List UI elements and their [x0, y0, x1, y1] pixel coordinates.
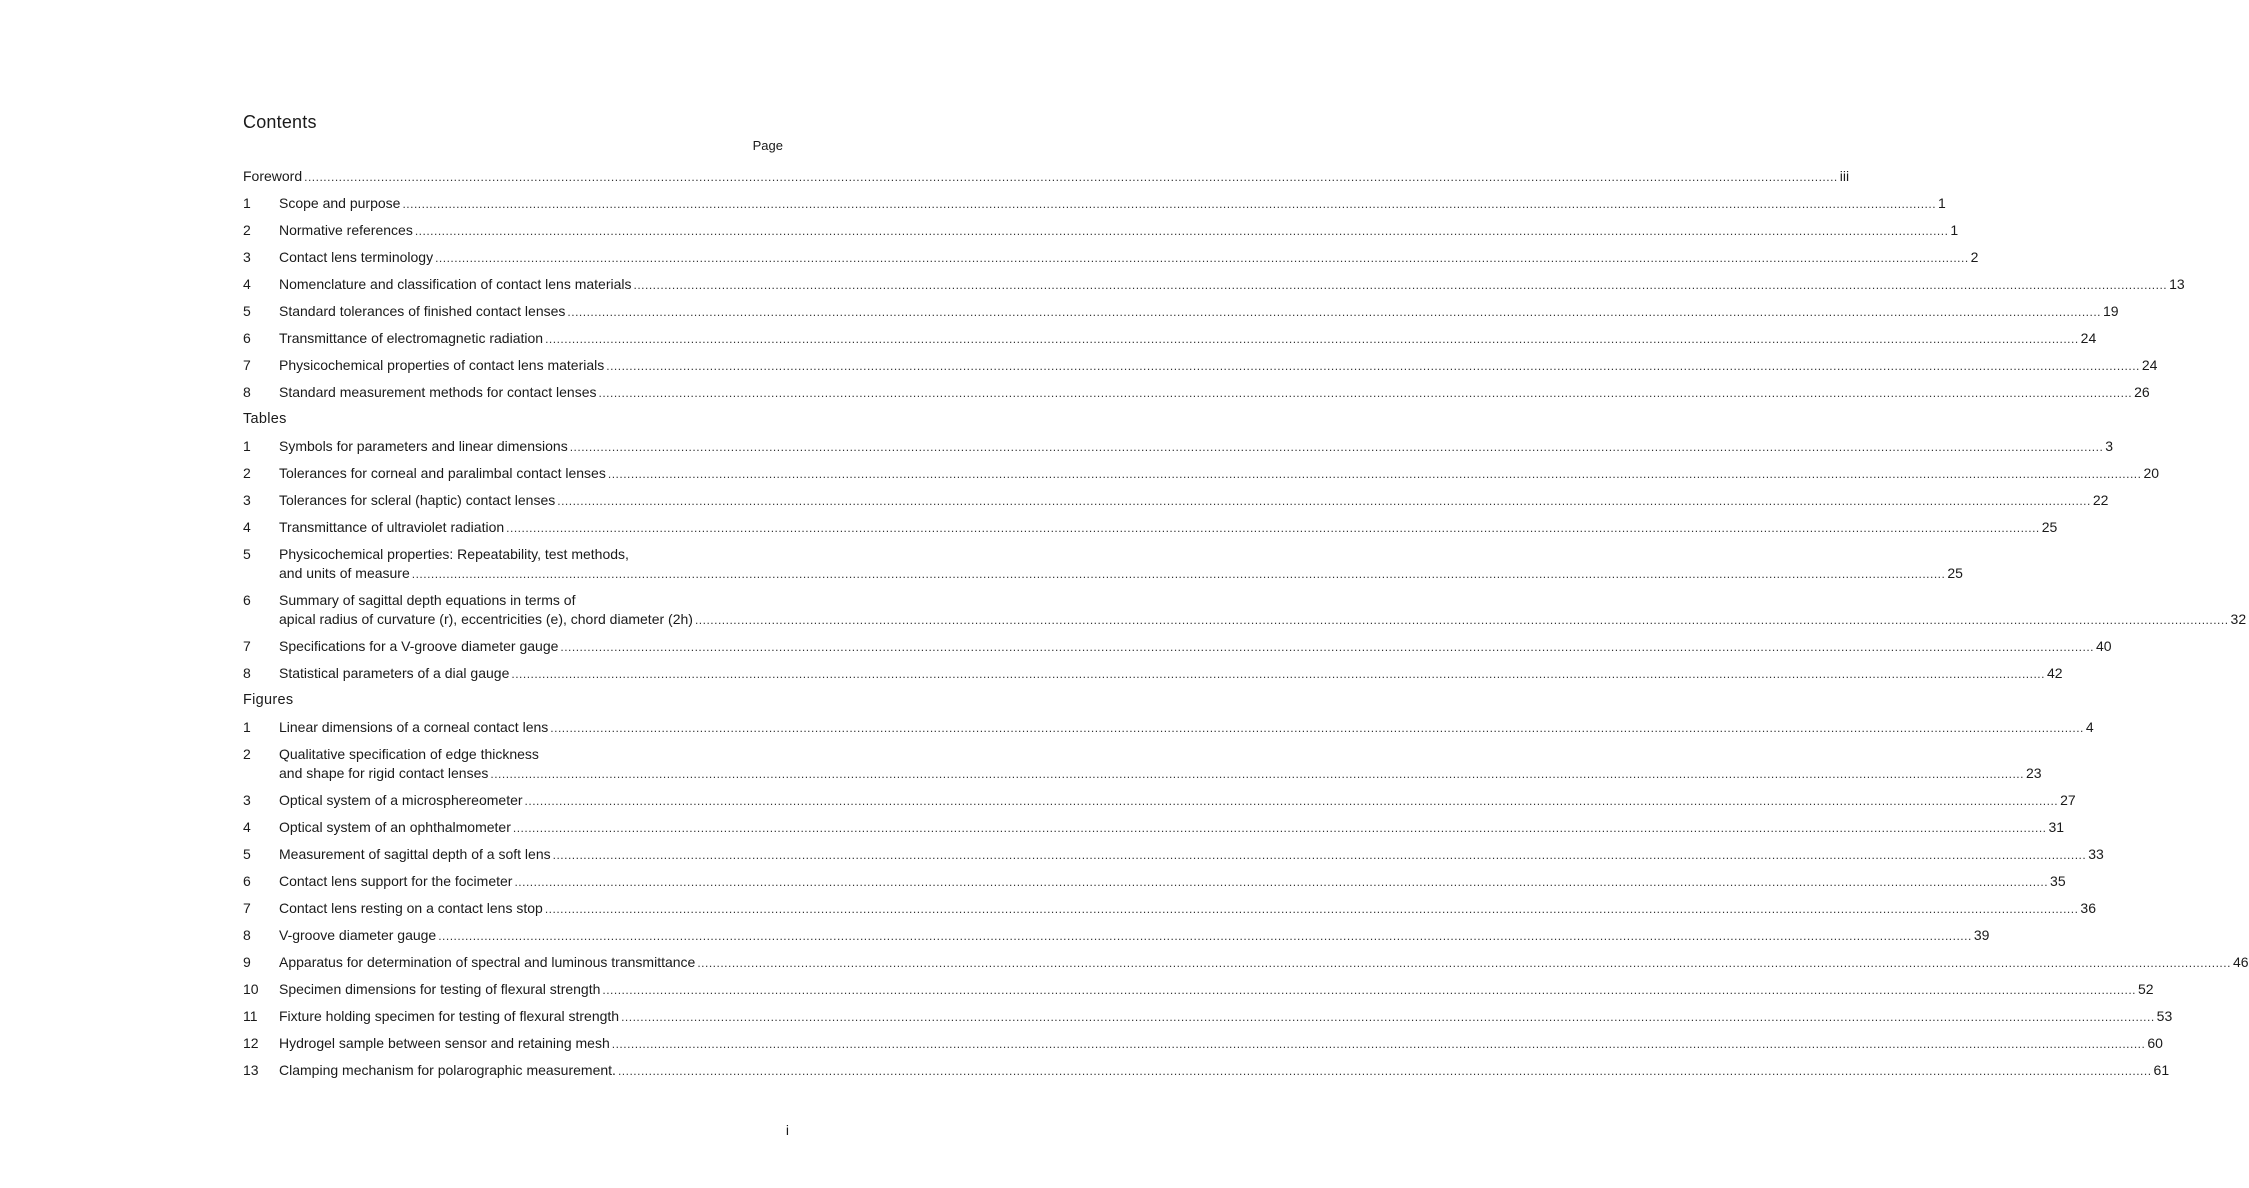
toc-leader-line	[279, 356, 2158, 376]
toc-page-number: 2	[1970, 249, 1979, 265]
toc-entry-title: apical radius of curvature (r), eccentricities (e), chord diameter (2h)	[279, 611, 693, 627]
toc-entry-number: 1	[243, 719, 251, 735]
toc-entry-number: 2	[243, 746, 251, 762]
toc-entry-title: Specifications for a V-groove diameter gauge	[279, 638, 559, 654]
toc-entry-body	[279, 383, 2150, 403]
toc-row-table[interactable]	[243, 459, 2160, 486]
toc-page-number: 31	[2048, 819, 2065, 835]
toc-row-table[interactable]	[243, 540, 1963, 586]
toc-entry-title: Specimen dimensions for testing of flexural strength	[279, 981, 601, 997]
figures-section-heading	[243, 686, 783, 713]
dot-leader: ................................................................................................................................................................................................................................................................................................................................................................................................................	[694, 613, 2229, 627]
dot-leader: ................................................................................................................................................................................................................................................................................................................................................................................................................	[545, 332, 2079, 346]
page-title: Contents	[243, 112, 317, 132]
dot-leader: ................................................................................................................................................................................................................................................................................................................................................................................................................	[557, 494, 2091, 508]
toc-leader-line	[279, 1034, 2163, 1054]
toc-entry-number: 10	[243, 981, 259, 997]
toc-leader-line	[279, 437, 2114, 457]
toc-page-number: 4	[2085, 719, 2094, 735]
toc-page-number: 3	[2105, 438, 2114, 454]
toc-leader-line	[279, 302, 2119, 322]
toc-entry-body	[279, 845, 2104, 865]
toc-row-table[interactable]	[243, 659, 2063, 686]
toc-leader-line	[279, 953, 2249, 973]
toc-entry-title: V-groove diameter gauge	[279, 927, 437, 943]
toc-entry-number: 9	[243, 954, 251, 970]
toc-leader-line	[279, 764, 2042, 784]
toc-row-foreword[interactable]	[243, 162, 1850, 189]
toc-row-table[interactable]	[243, 586, 2247, 632]
toc-leader-line	[279, 248, 1979, 268]
toc-row-figure[interactable]	[243, 948, 2249, 975]
toc-entry-body	[279, 1034, 2163, 1054]
toc-entry-number: 3	[243, 249, 251, 265]
toc-entry-title: and units of measure	[279, 565, 410, 581]
toc-page-number: 25	[1947, 565, 1963, 581]
toc-entry-number: 1	[243, 438, 251, 454]
toc-entry-body	[279, 980, 2154, 1000]
dot-leader: ................................................................................................................................................................................................................................................................................................................................................................................................................	[617, 1064, 2152, 1078]
toc-entry-number: 7	[243, 900, 251, 916]
toc-entry-body	[279, 491, 2109, 511]
toc-entry-title: Optical system of an ophthalmometer	[279, 819, 511, 835]
dot-leader: ................................................................................................................................................................................................................................................................................................................................................................................................................	[602, 983, 2136, 997]
toc-entry-title: Linear dimensions of a corneal contact lens	[279, 719, 549, 735]
toc-leader-line	[279, 637, 2112, 657]
toc-row-figure[interactable]	[243, 740, 2042, 786]
toc-leader-line	[279, 926, 1990, 946]
dot-leader: ................................................................................................................................................................................................................................................................................................................................................................................................................	[304, 170, 1838, 184]
toc-entry-title: Physicochemical properties: Repeatability, test methods,	[279, 546, 629, 562]
toc-entry-title: Scope and purpose	[279, 195, 401, 211]
toc-entry-body	[279, 356, 2158, 376]
toc-row-clause[interactable]	[243, 297, 2119, 324]
toc-entry-title: Tolerances for scleral (haptic) contact lenses	[279, 492, 556, 508]
toc-entry-number: 6	[243, 873, 251, 889]
toc-entry-number: 6	[243, 592, 251, 608]
dot-leader: ................................................................................................................................................................................................................................................................................................................................................................................................................	[633, 278, 2168, 292]
toc-entry-title: Tolerances for corneal and paralimbal contact lenses	[279, 465, 606, 481]
toc-leader-line	[279, 1061, 2170, 1081]
toc-entry-title: Hydrogel sample between sensor and retaining mesh	[279, 1035, 610, 1051]
toc-row-clause[interactable]	[243, 243, 1979, 270]
toc-row-clause[interactable]	[243, 270, 2185, 297]
toc-row-figure[interactable]	[243, 975, 2154, 1002]
toc-entry-body	[279, 818, 2065, 838]
toc-entry-number: 4	[243, 276, 251, 292]
toc-entry-title: Clamping mechanism for polarographic measurement.	[279, 1062, 616, 1078]
toc-entry-body	[279, 791, 2076, 811]
toc-entry-number: 12	[243, 1035, 259, 1051]
toc-leader-line	[243, 167, 1850, 187]
toc-entry-body	[279, 899, 2096, 919]
toc-page-number: 13	[2169, 276, 2185, 292]
toc-entry-number: 5	[243, 846, 251, 862]
toc-entry-body	[279, 194, 1946, 214]
dot-leader: ................................................................................................................................................................................................................................................................................................................................................................................................................	[435, 251, 1969, 265]
toc-row-figure[interactable]	[243, 894, 2096, 921]
toc-entry-number: 2	[243, 465, 251, 481]
toc-entry-body	[279, 464, 2160, 484]
toc-entry-body	[279, 591, 2247, 630]
toc-row-clause[interactable]	[243, 216, 1959, 243]
toc-page-number: 24	[2141, 357, 2158, 373]
toc-entry-body	[279, 1061, 2170, 1081]
toc-entry-number: 4	[243, 819, 251, 835]
toc-leader-line	[279, 899, 2096, 919]
dot-leader: ................................................................................................................................................................................................................................................................................................................................................................................................................	[569, 440, 2104, 454]
toc-entry-number: 8	[243, 384, 251, 400]
toc-page-number: 42	[2046, 665, 2063, 681]
toc-leader-line	[279, 564, 1963, 584]
toc-leader-line	[279, 845, 2104, 865]
toc-entry-body	[279, 745, 2042, 784]
page-folio: i	[785, 1122, 789, 1138]
toc-entry-number: 8	[243, 927, 251, 943]
toc-page-number: 46	[2232, 954, 2249, 970]
toc-entry-title: Nomenclature and classification of contact lens materials	[279, 276, 632, 292]
toc-entry-title: Apparatus for determination of spectral and luminous transmittance	[279, 954, 696, 970]
toc-page-number: 1	[1950, 222, 1959, 238]
dot-leader: ................................................................................................................................................................................................................................................................................................................................................................................................................	[414, 224, 1949, 238]
toc-row-clause[interactable]	[243, 351, 2158, 378]
dot-leader: ................................................................................................................................................................................................................................................................................................................................................................................................................	[490, 767, 2024, 781]
toc-leader-line	[279, 464, 2160, 484]
dot-leader: ................................................................................................................................................................................................................................................................................................................................................................................................................	[697, 956, 2231, 970]
toc-entry-number: 4	[243, 519, 251, 535]
toc-leader-line	[279, 1007, 2173, 1027]
toc-entry-number: 5	[243, 546, 251, 562]
toc-page-number: 25	[2041, 519, 2058, 535]
toc-row-figure[interactable]	[243, 786, 2076, 813]
toc-entry-number: 5	[243, 303, 251, 319]
toc-page-number: 61	[2153, 1062, 2170, 1078]
toc-entry-body	[279, 248, 1979, 268]
toc-row-figure[interactable]	[243, 813, 2065, 840]
dot-leader: ................................................................................................................................................................................................................................................................................................................................................................................................................	[411, 567, 1946, 581]
toc-entry-number: 1	[243, 195, 251, 211]
toc-entry-title: Statistical parameters of a dial gauge	[279, 665, 510, 681]
toc-row-clause[interactable]	[243, 189, 1946, 216]
toc-entry-body	[279, 953, 2249, 973]
dot-leader: ................................................................................................................................................................................................................................................................................................................................................................................................................	[402, 197, 1937, 211]
section-heading-text: Figures	[243, 692, 294, 708]
toc-leader-line	[279, 718, 2094, 738]
toc-page-number: 40	[2095, 638, 2112, 654]
toc-entry-body	[279, 221, 1959, 241]
toc-page-number: 32	[2230, 611, 2247, 627]
toc-entry-title: Foreword	[243, 168, 303, 184]
toc-entry-body	[279, 518, 2058, 538]
dot-leader: ................................................................................................................................................................................................................................................................................................................................................................................................................	[606, 359, 2140, 373]
dot-leader: ................................................................................................................................................................................................................................................................................................................................................................................................................	[607, 467, 2142, 481]
dot-leader: ................................................................................................................................................................................................................................................................................................................................................................................................................	[514, 875, 2049, 889]
toc-row-figure[interactable]	[243, 1002, 2173, 1029]
toc-leader-line	[279, 664, 2063, 684]
toc-leader-line	[279, 383, 2150, 403]
toc-row-clause[interactable]	[243, 378, 2150, 405]
toc-entry-title: Measurement of sagittal depth of a soft lens	[279, 846, 551, 862]
toc-leader-line	[279, 275, 2185, 295]
toc-entry-number: 3	[243, 492, 251, 508]
toc-entry-title-line1	[279, 591, 783, 610]
toc-entry-body	[279, 1007, 2173, 1027]
dot-leader: ................................................................................................................................................................................................................................................................................................................................................................................................................	[438, 929, 1972, 943]
toc-row-table[interactable]	[243, 632, 2112, 659]
dot-leader: ................................................................................................................................................................................................................................................................................................................................................................................................................	[567, 305, 2101, 319]
dot-leader: ................................................................................................................................................................................................................................................................................................................................................................................................................	[598, 386, 2133, 400]
toc-leader-line	[279, 610, 2247, 630]
toc-page-number: 39	[1973, 927, 1990, 943]
toc-row-figure[interactable]	[243, 867, 2066, 894]
toc-entry-number: 8	[243, 665, 251, 681]
toc-entry-title: Optical system of a microsphereometer	[279, 792, 523, 808]
toc-page-number: 27	[2060, 792, 2076, 808]
toc-row-figure[interactable]	[243, 921, 1990, 948]
table-of-contents	[243, 162, 2249, 1083]
toc-entry-body	[279, 637, 2112, 657]
toc-entry-body	[279, 664, 2063, 684]
dot-leader: ................................................................................................................................................................................................................................................................................................................................................................................................................	[552, 848, 2087, 862]
toc-entry-body	[243, 167, 1850, 187]
toc-leader-line	[279, 491, 2109, 511]
toc-page-number: 19	[2103, 303, 2119, 319]
toc-page-number: 52	[2137, 981, 2154, 997]
toc-entry-title: Contact lens terminology	[279, 249, 434, 265]
dot-leader: ................................................................................................................................................................................................................................................................................................................................................................................................................	[506, 521, 2040, 535]
tables-section-heading	[243, 405, 783, 432]
toc-entry-title: Standard measurement methods for contact lenses	[279, 384, 597, 400]
toc-entry-title: Fixture holding specimen for testing of flexural strength	[279, 1008, 620, 1024]
toc-entry-title: Physicochemical properties of contact lens materials	[279, 357, 605, 373]
toc-leader-line	[279, 518, 2058, 538]
toc-page-number: 36	[2080, 900, 2096, 916]
toc-entry-number: 2	[243, 222, 251, 238]
page-column-label: Page	[752, 138, 783, 153]
toc-entry-title: Transmittance of ultraviolet radiation	[279, 519, 505, 535]
toc-entry-body	[279, 437, 2114, 457]
toc-leader-line	[279, 818, 2065, 838]
toc-leader-line	[279, 329, 2097, 349]
toc-entry-number: 3	[243, 792, 251, 808]
dot-leader: ................................................................................................................................................................................................................................................................................................................................................................................................................	[621, 1010, 2155, 1024]
toc-leader-line	[279, 872, 2066, 892]
toc-entry-title: Normative references	[279, 222, 413, 238]
toc-leader-line	[279, 791, 2076, 811]
toc-entry-body	[279, 275, 2185, 295]
toc-entry-title: Contact lens support for the focimeter	[279, 873, 513, 889]
toc-page-number: 33	[2088, 846, 2104, 862]
dot-leader: ................................................................................................................................................................................................................................................................................................................................................................................................................	[560, 640, 2094, 654]
dot-leader: ................................................................................................................................................................................................................................................................................................................................................................................................................	[512, 821, 2047, 835]
toc-row-figure[interactable]	[243, 713, 2094, 740]
toc-row-figure[interactable]	[243, 1056, 2170, 1083]
toc-leader-line	[279, 194, 1946, 214]
toc-entry-body	[279, 545, 1963, 584]
toc-entry-body	[279, 926, 1990, 946]
toc-page-number: iii	[1839, 168, 1850, 184]
toc-entry-title-line1	[279, 745, 783, 764]
toc-entry-body	[279, 329, 2097, 349]
toc-leader-line	[279, 980, 2154, 1000]
dot-leader: ................................................................................................................................................................................................................................................................................................................................................................................................................	[524, 794, 2059, 808]
toc-page-number: 20	[2143, 465, 2160, 481]
dot-leader: ................................................................................................................................................................................................................................................................................................................................................................................................................	[544, 902, 2079, 916]
toc-entry-number: 13	[243, 1062, 259, 1078]
toc-entry-body	[279, 718, 2094, 738]
toc-entry-title: Contact lens resting on a contact lens stop	[279, 900, 543, 916]
toc-row-table[interactable]	[243, 513, 2058, 540]
toc-page-number: 26	[2134, 384, 2150, 400]
toc-row-figure[interactable]	[243, 1029, 2163, 1056]
dot-leader: ................................................................................................................................................................................................................................................................................................................................................................................................................	[511, 667, 2045, 681]
section-heading-text: Tables	[243, 411, 287, 427]
toc-entry-title: Qualitative specification of edge thickness	[279, 746, 539, 762]
toc-entry-body	[279, 872, 2066, 892]
toc-row-table[interactable]	[243, 486, 2109, 513]
dot-leader: ................................................................................................................................................................................................................................................................................................................................................................................................................	[550, 721, 2084, 735]
toc-entry-title: Transmittance of electromagnetic radiation	[279, 330, 544, 346]
toc-entry-number: 7	[243, 357, 251, 373]
toc-row-figure[interactable]	[243, 840, 2104, 867]
toc-page-number: 23	[2025, 765, 2042, 781]
toc-page-number: 53	[2156, 1008, 2173, 1024]
toc-entry-title: Summary of sagittal depth equations in terms of	[279, 592, 576, 608]
dot-leader: ................................................................................................................................................................................................................................................................................................................................................................................................................	[611, 1037, 2146, 1051]
toc-row-clause[interactable]	[243, 324, 2097, 351]
toc-page-number: 22	[2092, 492, 2109, 508]
toc-entry-body	[279, 302, 2119, 322]
toc-page-number: 35	[2050, 873, 2066, 889]
toc-row-table[interactable]	[243, 432, 2114, 459]
toc-entry-number: 7	[243, 638, 251, 654]
toc-entry-title: Symbols for parameters and linear dimensions	[279, 438, 568, 454]
toc-entry-title: Standard tolerances of finished contact lenses	[279, 303, 566, 319]
toc-entry-title-line1	[279, 545, 783, 564]
toc-page-number: 24	[2080, 330, 2097, 346]
toc-page-number: 60	[2147, 1035, 2163, 1051]
toc-entry-title: and shape for rigid contact lenses	[279, 765, 489, 781]
toc-entry-number: 11	[243, 1008, 258, 1024]
toc-page-number: 1	[1938, 195, 1946, 211]
toc-entry-number: 6	[243, 330, 251, 346]
toc-leader-line	[279, 221, 1959, 241]
